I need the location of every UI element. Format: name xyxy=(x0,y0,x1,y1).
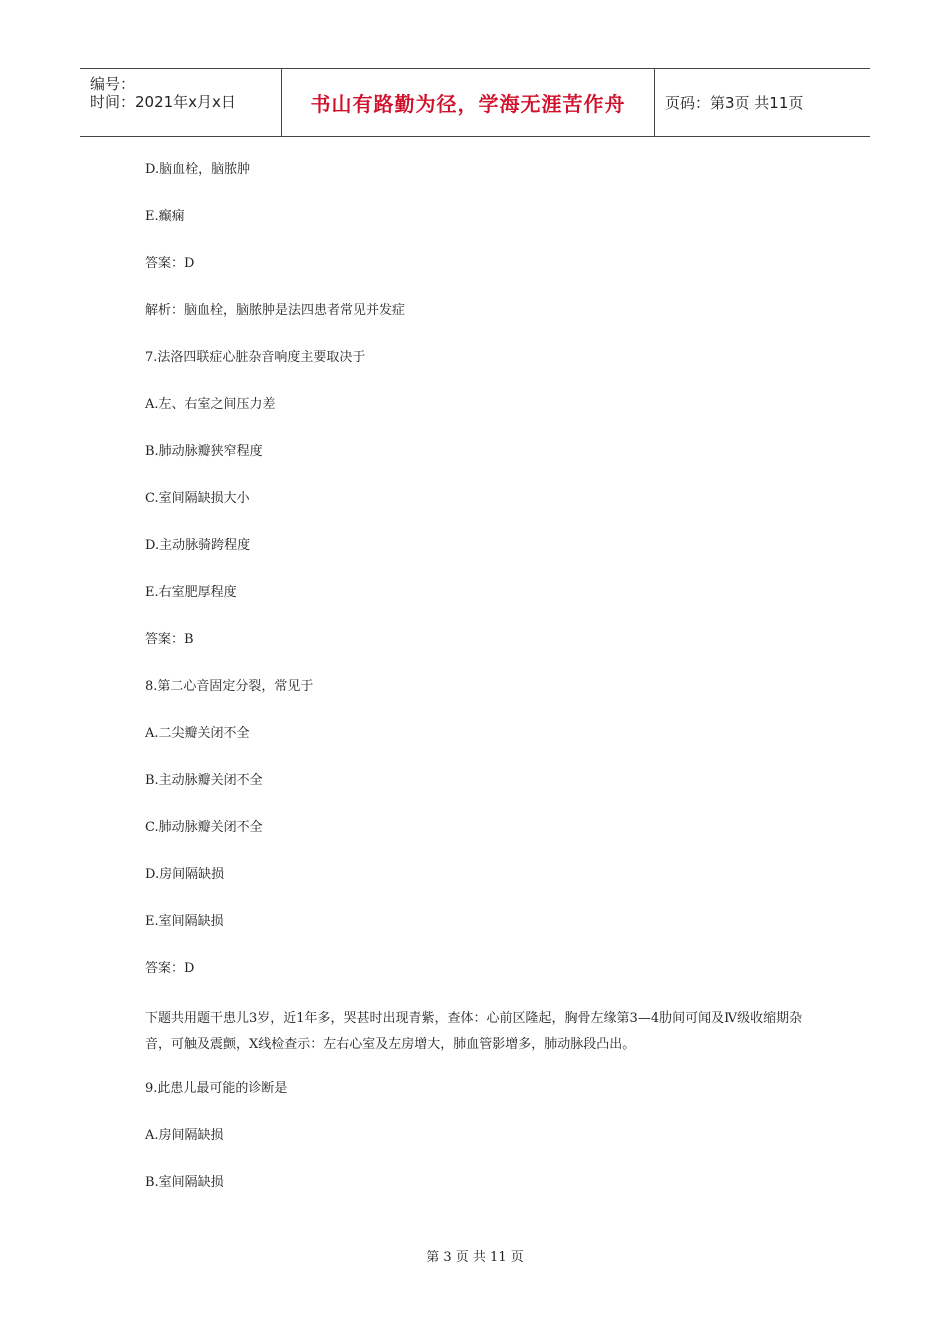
text-line: 答案：B xyxy=(145,632,194,647)
text-line: A.房间隔缺损 xyxy=(145,1128,224,1143)
text-line: D.房间隔缺损 xyxy=(145,867,225,882)
text-line: D.脑血栓，脑脓肿 xyxy=(145,162,251,177)
page-info: 页码：第3页 共11页 xyxy=(665,94,804,112)
text-line: A.左、右室之间压力差 xyxy=(145,397,276,412)
motto: 书山有路勤为径，学海无涯苦作舟 xyxy=(310,92,626,116)
text-line: 7.法洛四联症心脏杂音响度主要取决于 xyxy=(145,350,366,365)
text-line: 8.第二心音固定分裂，常见于 xyxy=(145,679,314,694)
text-line: C.室间隔缺损大小 xyxy=(145,491,250,506)
text-line: B.肺动脉瓣狭窄程度 xyxy=(145,444,263,459)
text-line: E.右室肥厚程度 xyxy=(145,585,237,600)
number-label: 编号： xyxy=(90,75,136,93)
text-line: B.室间隔缺损 xyxy=(145,1175,224,1190)
text-line: 答案：D xyxy=(145,961,195,976)
text-line: 答案：D xyxy=(145,256,195,271)
text-line: E.癫痫 xyxy=(145,209,185,224)
case-paragraph: 下题共用题干患儿3岁，近1年多，哭甚时出现青紫，查体：心前区隆起，胸骨左缘第3—4肋间可闻及Ⅳ级收缩期杂音，可触及震颤，X线检查示：左右心室及左房增大，肺血管影增多，肺动脉段凸出。 xyxy=(145,1011,803,1052)
text-line: D.主动脉骑跨程度 xyxy=(145,538,251,553)
header-meta xyxy=(80,69,282,136)
text-line: 9.此患儿最可能的诊断是 xyxy=(145,1081,288,1096)
time-label: 时间：2021年x月x日 xyxy=(90,93,236,111)
header-page-cell xyxy=(655,69,870,136)
text-line: A.二尖瓣关闭不全 xyxy=(145,726,250,741)
page-footer: 第 3 页 共 11 页 xyxy=(426,1250,524,1265)
text-line: B.主动脉瓣关闭不全 xyxy=(145,773,263,788)
text-line: 解析：脑血栓，脑脓肿是法四患者常见并发症 xyxy=(145,303,406,318)
document-body xyxy=(145,160,805,1220)
header-motto-cell xyxy=(282,69,655,136)
page-header xyxy=(80,68,870,137)
text-line: E.室间隔缺损 xyxy=(145,914,224,929)
text-line: C.肺动脉瓣关闭不全 xyxy=(145,820,263,835)
